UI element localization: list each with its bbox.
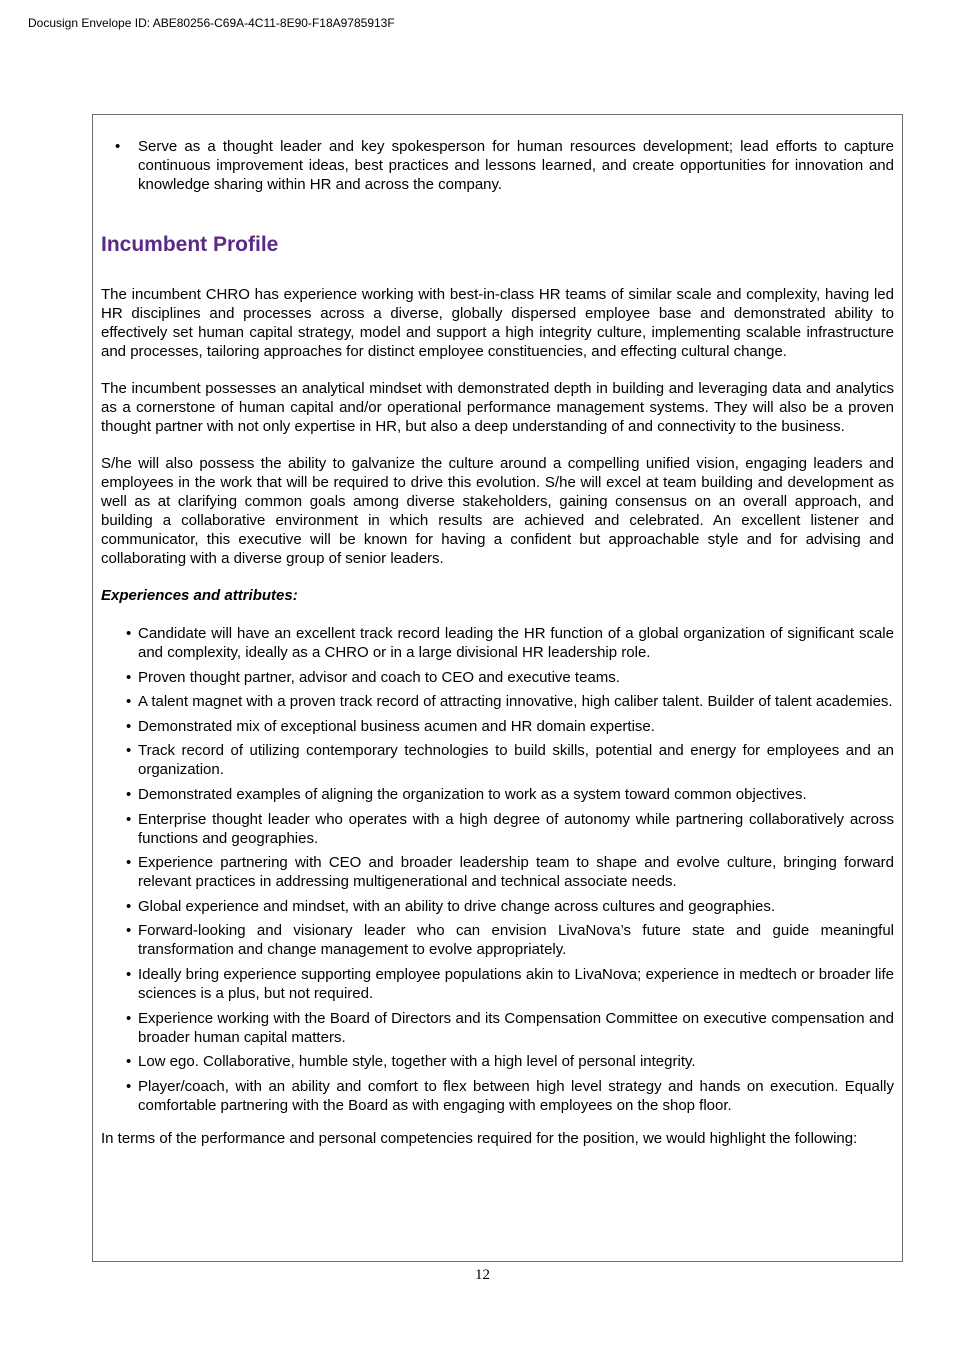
attribute-list-item xyxy=(101,810,894,848)
attribute-text: Ideally bring experience supporting employee populations akin to LivaNova; experience in medtech or broader life sciences is a plus, but not required. xyxy=(138,965,894,1002)
attribute-text: Track record of utilizing contemporary technologies to build skills, potential and energy for employees and an organization. xyxy=(138,742,894,779)
bullet-marker: • xyxy=(126,625,132,642)
bullet-marker: • xyxy=(126,897,132,915)
attribute-text: Forward-looking and visionary leader who can envision LivaNova’s future state and guide meaningful transformation and change management to evolve appropriately. xyxy=(138,922,894,959)
profile-paragraph-3: S/he will also possess the ability to galvanize the culture around a compelling unified vision, engaging leaders and employees in the work that will be required to drive this evolution. S/he will excel at team building and development as well as at clarifying common goals among diverse stakeholders, gaining consensus on an overall approach, and building a collaborative environment in which results are achieved and celebrated. An excellent listener and communicator, this executive will be known for having a confident but approachable style and for advising and collaborating with a diverse group of senior leaders. xyxy=(101,455,894,567)
top-bullet-text: Serve as a thought leader and key spokesperson for human resources development; lead efforts to capture continuous improvement ideas, best practices and lessons learned, and create opportunities for innovation and knowledge sharing within HR and across the company. xyxy=(138,138,894,193)
profile-paragraph-1: The incumbent CHRO has experience working with best-in-class HR teams of similar scale and complexity, having led HR disciplines and processes across a diverse, globally dispersed employee base and demonstrated ability to effectively set human capital strategy, model and support a high integrity culture, implementing scalable infrastructure and processes, tailoring approaches for distinct employee constituencies, and effecting cultural change. xyxy=(101,286,894,360)
attribute-text: Player/coach, with an ability and comfort to flex between high level strategy and hands on execution. Equally comfortable partnering with the Board as with engaging with employees on the shop floor. xyxy=(138,1077,894,1114)
attribute-list-item xyxy=(101,692,894,711)
page-number: 12 xyxy=(475,1267,490,1283)
attribute-text: Demonstrated mix of exceptional business acumen and HR domain expertise. xyxy=(138,717,655,735)
attribute-text: Low ego. Collaborative, humble style, together with a high level of personal integrity. xyxy=(138,1053,696,1071)
attribute-list-item xyxy=(101,921,894,959)
bullet-marker: • xyxy=(126,785,132,803)
bullet-marker: • xyxy=(126,668,132,686)
attribute-list-item xyxy=(101,1052,894,1071)
attribute-list-item xyxy=(101,965,894,1003)
attribute-list-item xyxy=(101,668,894,687)
attribute-text: A talent magnet with a proven track record of attracting innovative, high caliber talent. Builder of talent academies. xyxy=(138,693,893,711)
envelope-id: Docusign Envelope ID: ABE80256-C69A-4C11-8E90-F18A9785913F xyxy=(28,16,395,30)
content-frame xyxy=(92,114,903,1262)
attribute-text: Candidate will have an excellent track record leading the HR function of a global organization of significant scale and complexity, ideally as a CHRO or in a large divisional HR leadership role. xyxy=(138,625,894,661)
attribute-list-item xyxy=(101,853,894,891)
section-heading: Incumbent Profile xyxy=(101,233,279,256)
attribute-text: Global experience and mindset, with an ability to drive change across cultures and geographies. xyxy=(138,897,776,915)
attribute-list-item xyxy=(101,624,894,662)
attribute-list-item xyxy=(101,1077,894,1115)
closing-paragraph: In terms of the performance and personal competencies required for the position, we would highlight the following: xyxy=(101,1129,858,1147)
bullet-marker: • xyxy=(115,138,121,155)
bullet-marker: • xyxy=(126,742,132,760)
bullet-marker: • xyxy=(126,922,132,940)
attribute-list-item xyxy=(101,741,894,779)
top-bullet-item xyxy=(101,137,894,194)
bullet-marker: • xyxy=(126,1077,132,1095)
attributes-heading: Experiences and attributes: xyxy=(101,587,298,604)
attributes-list xyxy=(101,624,894,1115)
attribute-text: Demonstrated examples of aligning the organization to work as a system toward common objectives. xyxy=(138,785,807,803)
attribute-list-item xyxy=(101,897,894,916)
profile-paragraph-2: The incumbent possesses an analytical mindset with demonstrated depth in building and leveraging data and analytics as a cornerstone of human capital and/or operational performance management systems. They will also be a proven thought partner with not only expertise in HR, but also a deep understanding of and connectivity to the business. xyxy=(101,380,894,435)
attribute-list-item xyxy=(101,1009,894,1047)
attribute-text: Experience working with the Board of Directors and its Compensation Committee on executive compensation and broader human capital matters. xyxy=(138,1009,894,1046)
attribute-text: Experience partnering with CEO and broader leadership team to shape and evolve culture, bringing forward relevant practices in addressing multigenerational and technical associate needs. xyxy=(138,854,894,891)
bullet-marker: • xyxy=(126,1009,132,1027)
attribute-text: Enterprise thought leader who operates with a high degree of autonomy while partnering collaboratively across functions and geographies. xyxy=(138,810,894,847)
bullet-marker: • xyxy=(126,965,132,983)
bullet-marker: • xyxy=(126,717,132,735)
bullet-marker: • xyxy=(126,1053,132,1071)
bullet-marker: • xyxy=(126,854,132,872)
bullet-marker: • xyxy=(126,693,132,711)
attribute-list-item xyxy=(101,785,894,804)
bullet-marker: • xyxy=(126,810,132,828)
attribute-list-item xyxy=(101,717,894,736)
attribute-text: Proven thought partner, advisor and coach to CEO and executive teams. xyxy=(138,668,620,686)
